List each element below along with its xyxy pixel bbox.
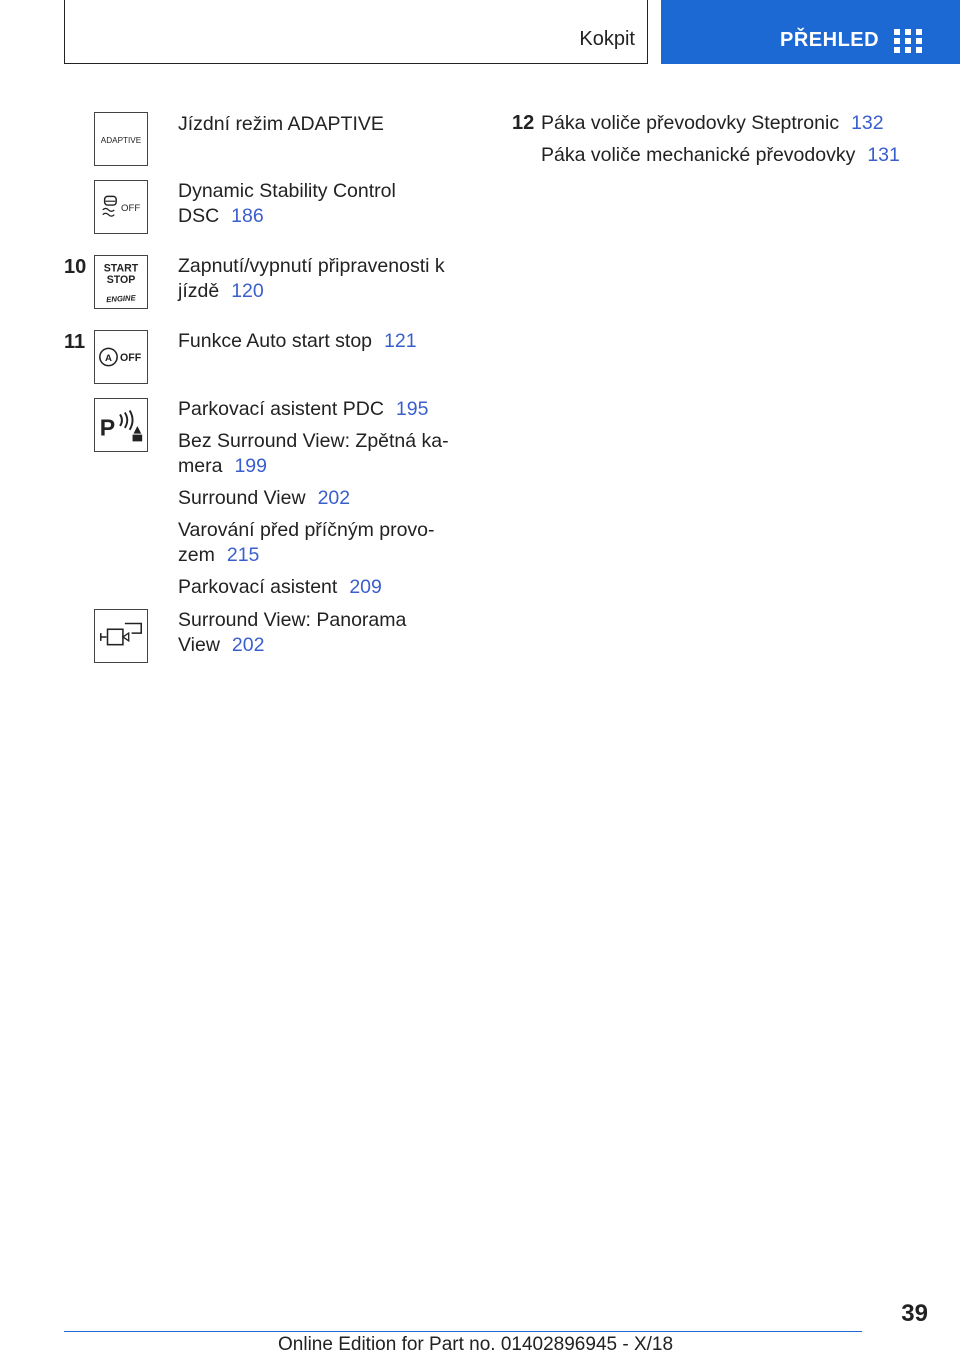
text-panorama-1: Surround View: Panorama xyxy=(178,609,407,631)
page-ref-link[interactable]: 121 xyxy=(384,330,417,352)
section-tab[interactable] xyxy=(661,0,960,64)
page-ref-link[interactable]: 132 xyxy=(851,112,884,134)
page-ref-link[interactable]: 186 xyxy=(231,205,264,227)
auto-start-stop-icon xyxy=(94,330,148,384)
start-stop-engine-icon xyxy=(94,255,148,309)
page-ref-link[interactable]: 202 xyxy=(317,487,351,509)
text-start-stop-2: jízdě 120 xyxy=(178,280,264,302)
panorama-view-icon xyxy=(94,609,148,663)
text-dsc-1: Dynamic Stability Control xyxy=(178,180,396,202)
grid-menu-icon xyxy=(894,29,922,53)
text-surround-view: Surround View 202 xyxy=(178,487,351,509)
text-panorama-2: View 202 xyxy=(178,634,265,656)
text-rear-camera-1: Bez Surround View: Zpětná ka- xyxy=(178,430,449,452)
page-ref-link[interactable]: 209 xyxy=(349,576,382,598)
text-manual-gear: Páka voliče mechanické převodovky 131 xyxy=(541,144,900,166)
item-number-11: 11 xyxy=(64,331,86,353)
header-chapter-box xyxy=(64,0,648,64)
item-number-10: 10 xyxy=(64,256,87,278)
text-adaptive-mode: Jízdní režim ADAPTIVE xyxy=(178,113,384,135)
svg-text:ENGINE: ENGINE xyxy=(105,293,136,305)
text-cross-traffic-1: Varování před příčným provo- xyxy=(178,519,435,541)
text-dsc-2: DSC 186 xyxy=(178,205,264,227)
page-ref-link[interactable]: 195 xyxy=(395,398,429,420)
svg-text:START: START xyxy=(103,262,139,275)
svg-text:STOP: STOP xyxy=(106,273,136,286)
dsc-icon-text: OFF xyxy=(121,202,141,214)
text-cross-traffic-2: zem 215 xyxy=(178,544,260,566)
footer-edition: Online Edition for Part no. 01402896945 - X/18 xyxy=(278,1334,674,1355)
dsc-off-icon xyxy=(94,180,148,234)
text-auto-start-stop: Funkce Auto start stop 121 xyxy=(178,330,417,352)
text-rear-camera-2: mera 199 xyxy=(178,455,267,477)
footer-rule xyxy=(64,1331,862,1332)
svg-text:P: P xyxy=(99,414,116,441)
page-ref-link[interactable]: 199 xyxy=(234,455,267,477)
adaptive-mode-icon xyxy=(94,112,148,166)
item-number-12: 12 xyxy=(512,112,535,134)
svg-text:A: A xyxy=(105,352,112,364)
page-ref-link[interactable]: 215 xyxy=(226,544,260,566)
page-ref-link[interactable]: 202 xyxy=(231,634,265,656)
svg-text:OFF: OFF xyxy=(120,351,142,364)
text-start-stop-1: Zapnutí/vypnutí připravenosti k xyxy=(178,255,445,277)
page-ref-link[interactable]: 131 xyxy=(867,144,900,166)
adaptive-icon-text: ADAPTIVE xyxy=(100,135,142,145)
section-tab-label: PŘEHLED xyxy=(780,29,880,51)
text-parking-assistant: Parkovací asistent 209 xyxy=(178,576,382,598)
page-number: 39 xyxy=(901,1300,928,1327)
page-ref-link[interactable]: 120 xyxy=(231,280,264,302)
text-steptronic: Páka voliče převodovky Steptronic 132 xyxy=(541,112,884,134)
chapter-title: Kokpit xyxy=(579,28,635,50)
park-distance-control-icon xyxy=(94,398,148,452)
text-pdc: Parkovací asistent PDC 195 xyxy=(178,398,429,420)
